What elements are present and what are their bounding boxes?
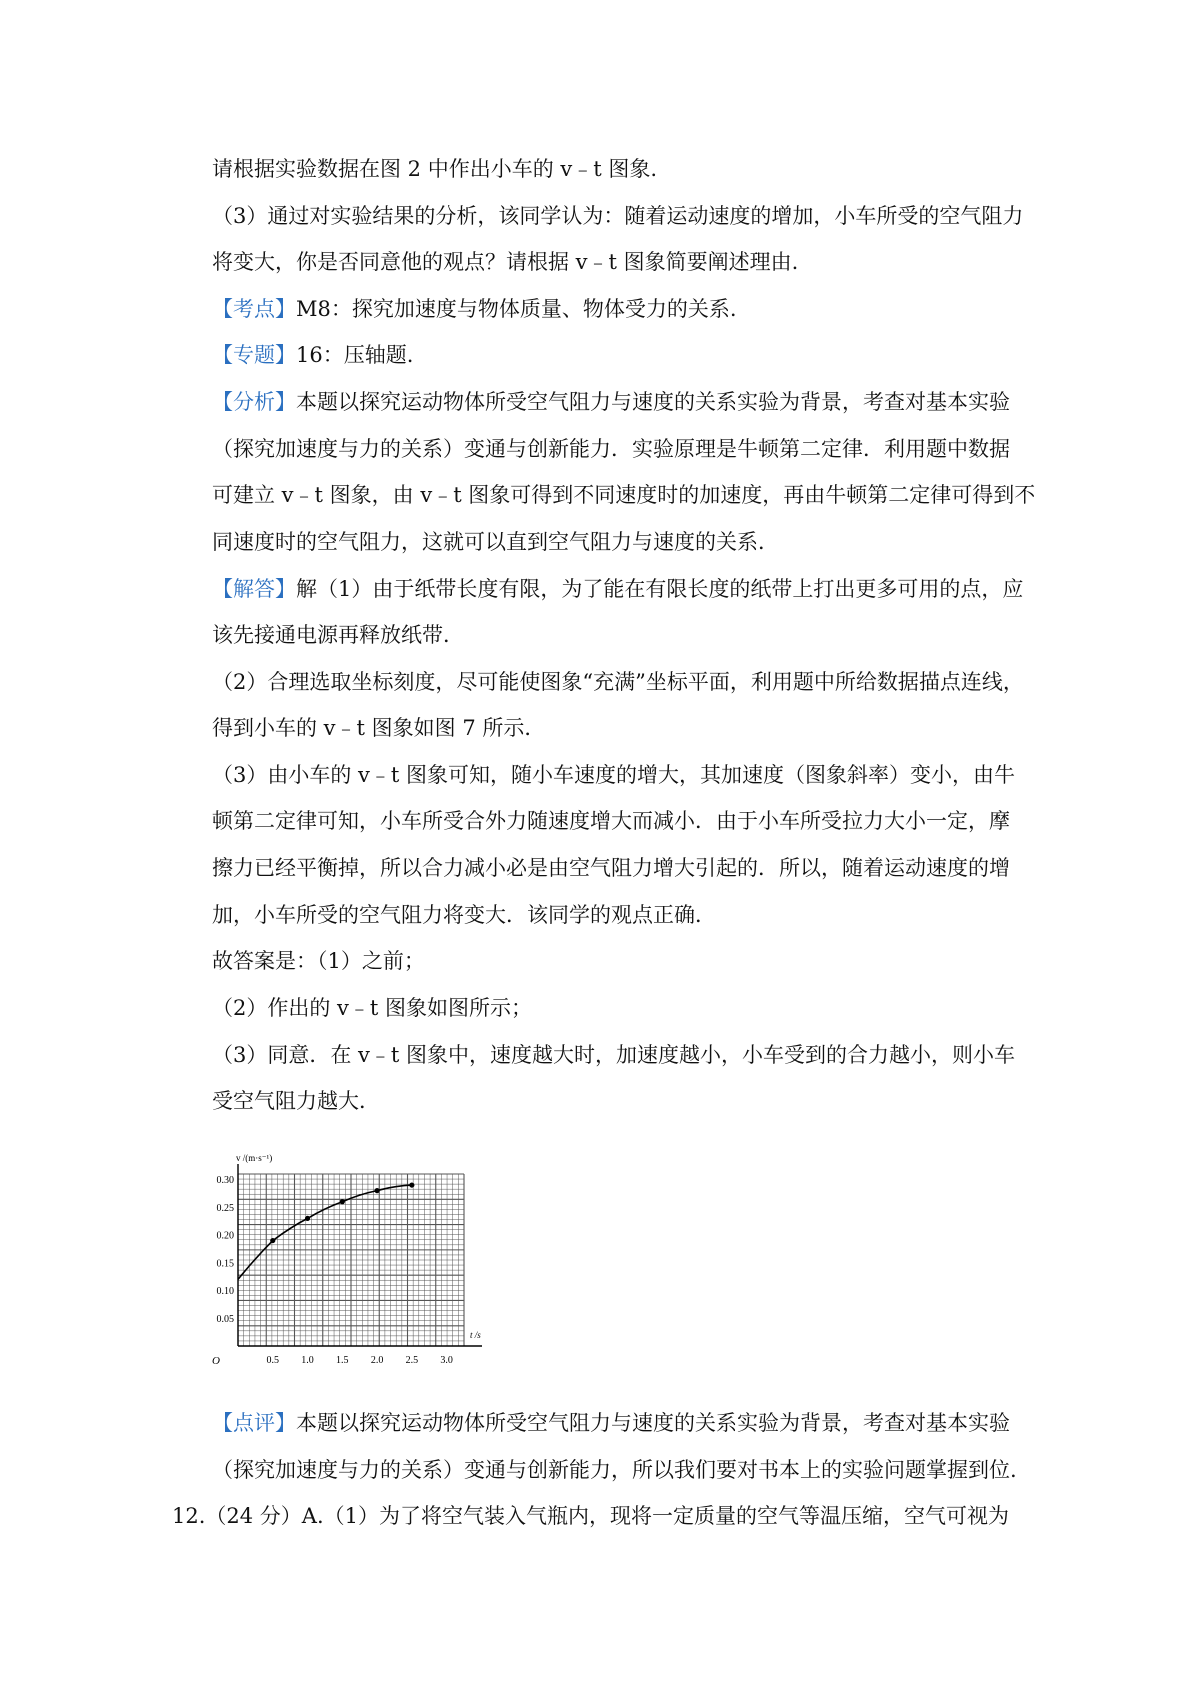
fenxi-line-1: （探究加速度与力的关系）变通与创新能力．实验原理是牛顿第二定律．利用题中数据 xyxy=(212,437,1010,461)
vt-graph-svg xyxy=(208,1148,503,1380)
jieda-tag: 【解答】 xyxy=(212,577,296,601)
y-tick-label: 0.05 xyxy=(216,1313,234,1325)
fenxi-text-0: 本题以探究运动物体所受空气阻力与速度的关系实验为背景，考查对基本实验 xyxy=(296,390,1010,414)
line-0: 请根据实验数据在图 2 中作出小车的 v﹣t 图象. xyxy=(212,157,658,181)
x-tick-label: 3.0 xyxy=(440,1355,453,1366)
jieda-line-2: （2）合理选取坐标刻度，尽可能使图象“充满”坐标平面，利用题中所给数据描点连线， xyxy=(212,670,1024,694)
dianping-text-0: 本题以探究运动物体所受空气阻力与速度的关系实验为背景，考查对基本实验 xyxy=(296,1411,1010,1435)
fenxi-line-2: 可建立 v﹣t 图象，由 v﹣t 图象可得到不同速度时的加速度，再由牛顿第二定律可得到不 xyxy=(212,483,1036,507)
kaodian-tag: 【考点】 xyxy=(212,297,296,321)
fenxi-line-3: 同速度时的空气阻力，这就可以直到空气阻力与速度的关系． xyxy=(212,530,779,554)
y-tick-label: 0.15 xyxy=(216,1258,234,1270)
x-axis-label: t /s xyxy=(470,1330,481,1340)
jieda-line-0 xyxy=(212,574,1023,604)
x-tick-label: 2.5 xyxy=(405,1355,419,1366)
data-point xyxy=(409,1182,414,1187)
data-point xyxy=(305,1216,310,1221)
y-axis-label: v /(m·s⁻¹) xyxy=(236,1153,273,1163)
y-tick-label: 0.30 xyxy=(216,1175,234,1187)
q12-line: 12.（24 分）A.（1）为了将空气装入气瓶内，现将一定质量的空气等温压缩，空气可视为 xyxy=(172,1504,1009,1528)
kaodian-line xyxy=(212,294,737,324)
jieda-line-4: （3）由小车的 v﹣t 图象可知，随小车速度的增大，其加速度（图象斜率）变小，由牛 xyxy=(212,763,1016,787)
line-2: 将变大，你是否同意他的观点？请根据 v﹣t 图象简要阐述理由. xyxy=(212,250,799,274)
fenxi-line-0 xyxy=(212,387,1010,417)
vt-graph xyxy=(208,1148,503,1380)
origin-label: O xyxy=(212,1355,220,1367)
jieda-line-3: 得到小车的 v﹣t 图象如图 7 所示． xyxy=(212,716,546,740)
fenxi-tag: 【分析】 xyxy=(212,390,296,414)
jieda-line-7: 加，小车所受的空气阻力将变大．该同学的观点正确． xyxy=(212,903,716,927)
jieda-line-8: 故答案是：（1）之前； xyxy=(212,949,425,973)
y-tick-label: 0.25 xyxy=(216,1202,234,1214)
y-tick-label: 0.20 xyxy=(216,1230,234,1242)
dianping-line-1: （探究加速度与力的关系）变通与创新能力，所以我们要对书本上的实验问题掌握到位. xyxy=(212,1458,1017,1482)
x-tick-label: 0.5 xyxy=(266,1355,280,1366)
dianping-line-0 xyxy=(212,1408,1010,1438)
line-1: （3）通过对实验结果的分析，该同学认为：随着运动速度的增加，小车所受的空气阻力 xyxy=(212,204,1024,228)
x-tick-label: 1.5 xyxy=(336,1355,349,1366)
jieda-text-0: 解（1）由于纸带长度有限，为了能在有限长度的纸带上打出更多可用的点，应 xyxy=(296,577,1024,601)
jieda-line-9: （2）作出的 v﹣t 图象如图所示； xyxy=(212,996,533,1020)
data-point xyxy=(374,1188,379,1193)
data-point xyxy=(270,1238,275,1243)
y-tick-label: 0.10 xyxy=(216,1286,234,1298)
dianping-tag: 【点评】 xyxy=(212,1411,296,1435)
x-tick-label: 2.0 xyxy=(370,1355,384,1366)
jieda-line-1: 该先接通电源再释放纸带． xyxy=(212,623,464,647)
jieda-line-5: 顿第二定律可知，小车所受合外力随速度增大而减小．由于小车所受拉力大小一定，摩 xyxy=(212,809,1010,833)
data-point xyxy=(340,1199,345,1204)
zhuanti-text: 16：压轴题. xyxy=(296,343,414,367)
zhuanti-line xyxy=(212,340,413,370)
jieda-line-6: 擦力已经平衡掉，所以合力减小必是由空气阻力增大引起的．所以，随着运动速度的增 xyxy=(212,856,1010,880)
jieda-line-11: 受空气阻力越大． xyxy=(212,1089,380,1113)
zhuanti-tag: 【专题】 xyxy=(212,343,296,367)
kaodian-text: M8：探究加速度与物体质量、物体受力的关系. xyxy=(296,297,737,321)
x-tick-label: 1.0 xyxy=(301,1355,314,1366)
jieda-line-10: （3）同意．在 v﹣t 图象中，速度越大时，加速度越小，小车受到的合力越小，则小车 xyxy=(212,1043,1016,1067)
